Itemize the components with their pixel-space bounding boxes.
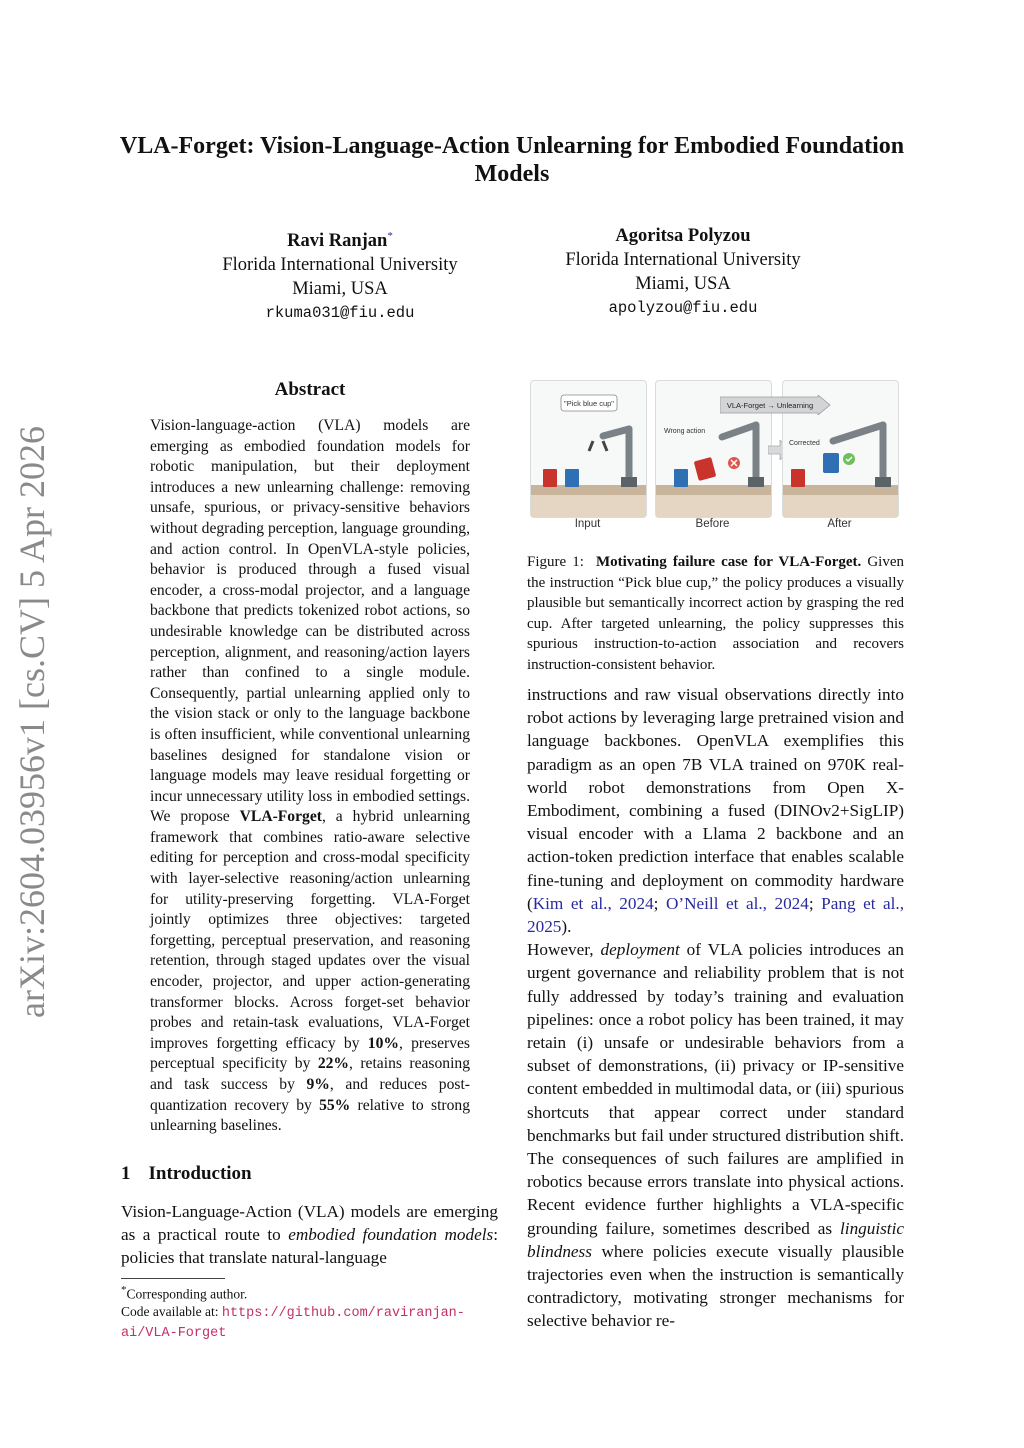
footnote: *Corresponding author. Code available at: https://github.com/raviranjan-ai/VLA-Forget xyxy=(121,1284,465,1341)
section-heading-introduction xyxy=(121,1163,252,1185)
figure-caption: Figure 1: Motivating failure case for VLA-Forget. Given the instruction “Pick blue cup,” the policy produces a visually plausible but semantically incorrect action by grasping the red cup. After targeted unlearning, the policy suppresses this spurious instruction-to-action association and recovers instruction-consistent behavior. xyxy=(527,554,904,673)
wrong-action-label: Wrong action xyxy=(664,428,706,435)
citation-link[interactable]: Pang et al., 2025 xyxy=(527,893,905,937)
author-name: Ravi Ranjan xyxy=(287,231,388,252)
abstract-body: Vision-language-action (VLA) models are emerging as embodied foundation models for robotic manipulation, but their deployment introduces a new unlearning challenge: removing unsafe, spurious, or privacy-sensitive behaviors without degrading perception, language grounding, and action control. In OpenVLA-style policies, behavior is produced through a fused visual encoder, a cross-modal projector, and a language backbone that predicts tokenized robot actions, so undesirable knowledge can be distributed across perception, alignment, and reasoning/action layers rather than confined to a single module. Consequently, partial unlearning applied only to the vision stack or only to the language backbone is often insufficient, while conventional unlearning baselines designed for standalone vision or language models may leave residual forgetting or incur unnecessary utility loss in embodied settings. We propose VLA-Forget, a hybrid unlearning framework that combines ratio-aware selective editing for perception and cross-modal specificity with layer-selective reasoning/action unlearning for utility-preserving forgetting. VLA-Forget jointly optimizes three objectives: targeted forgetting, perceptual preservation, and reasoning retention, through staged updates over the visual encoder, projector, and upper action-generating transformer blocks. Across forget-set behavior probes and retain-task evaluations, VLA-Forget improves forgetting efficacy by 10%, preserves perceptual specificity by 22%, retains reasoning and task success by 9%, and reduces post-quantization recovery by 55% relative to strong unlearning baselines. xyxy=(150,417,471,1135)
red-cup-icon xyxy=(791,469,805,487)
red-cup-icon xyxy=(543,469,557,487)
section-title: Introduction xyxy=(148,1163,252,1184)
figure-1 xyxy=(530,380,898,535)
author-location: Miami, USA xyxy=(635,274,731,294)
author-email[interactable]: rkuma031@fiu.edu xyxy=(265,304,415,323)
author-2 xyxy=(533,224,833,320)
blue-cup-icon xyxy=(565,469,579,487)
robot-arm-icon xyxy=(833,425,883,481)
red-cup-icon xyxy=(694,457,717,481)
panel-label-input: Input xyxy=(574,518,601,530)
banner-text: VLA-Forget → Unlearning xyxy=(726,401,814,410)
blue-cup-icon xyxy=(674,469,688,487)
corrected-label: Corrected xyxy=(789,440,820,447)
citation-link[interactable]: O’Neill et al., 2024 xyxy=(665,893,809,913)
code-link[interactable]: https://github.com/raviranjan-ai/VLA-Forget xyxy=(121,1306,465,1341)
figure-panel-input xyxy=(530,380,647,518)
robot-arm-icon xyxy=(722,425,756,481)
author-name: Agoritsa Polyzou xyxy=(615,226,751,246)
author-1 xyxy=(190,224,490,325)
panel-label-after: After xyxy=(827,518,852,530)
author-affiliation: Florida International University xyxy=(222,255,458,276)
author-location: Miami, USA xyxy=(292,279,388,300)
blue-cup-icon xyxy=(823,453,839,473)
banner-arrow xyxy=(720,395,832,415)
author-affiliation: Florida International University xyxy=(565,250,801,270)
paper-title: VLA-Forget: Vision-Language-Action Unlearning for Embodied Foundation Models xyxy=(119,133,905,187)
right-column-text: instructions and raw visual observations directly into robot actions by leveraging large pretrained vision and language backbones. OpenVLA exemplifies this paradigm as an open 7B VLA trained on 970K real-world robot demonstrations from Open X-Embodiment, combining a fused (DINOv2+SigLIP) visual encoder with a Llama 2 backbone and an action-token prediction interface that enables scalable fine-tuning and deployment on commodity hardware (Kim et al., 2024; O’Neill et al., 2024; Pang et al., 2025). However, deployment of VLA policies introduces an urgent governance and reliability problem that is not fully addressed by today’s training and evaluation pipelines: once a robot policy has been trained, it may retain (i) unsafe or undesirable behaviors from a subset of demonstrations, (ii) privacy or IP-sensitive content embedded in multimodal data, or (iii) spurious shortcuts that appear correct under standard benchmarks but fail under structured distribution shift. The consequences of such failures are amplified in robotics because errors translate into physical actions. Recent evidence further highlights a VLA-specific grounding failure, sometimes described as linguistic blindness where policies execute visually plausible trajectories even when the instruction is semantically contradictory, motivating stronger mechanisms for selective behavior re- xyxy=(527,685,905,1331)
panel-label-before: Before xyxy=(695,518,730,530)
corresponding-mark: * xyxy=(387,230,393,242)
intro-paragraph: Vision-Language-Action (VLA) models are emerging as a practical route to embodied foundation models: policies that translate natural-language xyxy=(121,1202,498,1267)
method-name: VLA-Forget xyxy=(239,808,322,826)
section-number: 1 xyxy=(121,1163,131,1184)
footnote-rule xyxy=(121,1278,225,1279)
arxiv-side-stamp: arXiv:2604.03956v1 [cs.CV] 5 Apr 2026 xyxy=(12,426,52,1018)
abstract-heading: Abstract xyxy=(274,379,346,400)
author-email[interactable]: apolyzou@fiu.edu xyxy=(608,299,758,317)
speech-bubble-text: "Pick blue cup" xyxy=(564,399,614,408)
robot-arm-icon xyxy=(603,429,629,481)
citation-link[interactable]: Kim et al., 2024 xyxy=(532,893,654,913)
